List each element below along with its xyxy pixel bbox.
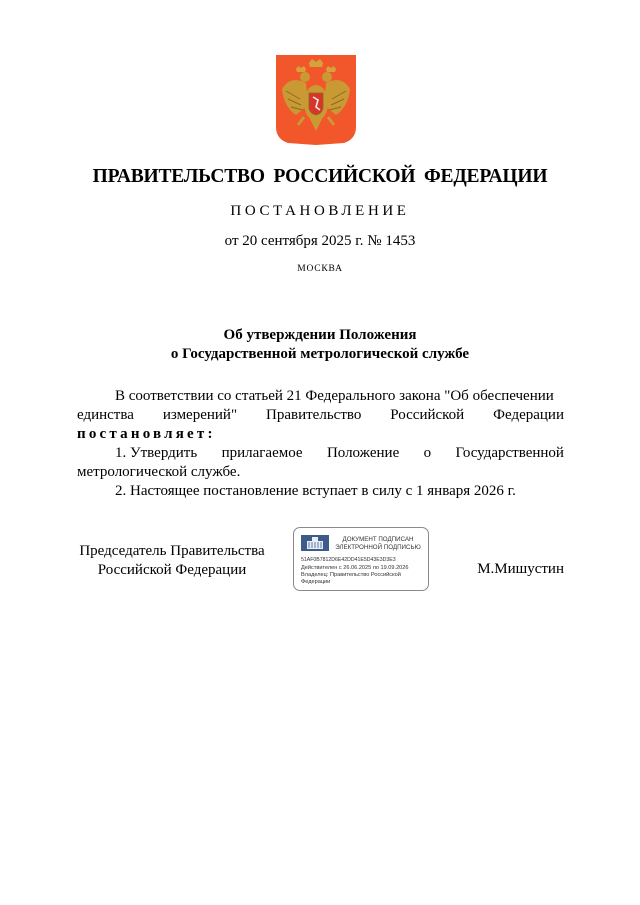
document-body xyxy=(77,387,564,501)
paragraph-1-line-1: В соответствии со статьей 21 Федерального закона "Об обеспечении xyxy=(115,388,554,404)
position-line-1: Председатель Правительства xyxy=(79,543,265,559)
word: Правительство xyxy=(266,407,362,423)
document-date-number: от 20 сентября 2025 г. № 1453 xyxy=(224,233,416,249)
stamp-title xyxy=(328,536,428,552)
word: Положение xyxy=(326,445,400,461)
stamp-title-line-1: ДОКУМЕНТ ПОДПИСАН xyxy=(342,536,414,543)
word: Государственной xyxy=(455,445,564,461)
stamp-title-line-2: ЭЛЕКТРОННОЙ ПОДПИСЬЮ xyxy=(335,544,421,551)
owner-line-1: Владелец: Правительство Российской xyxy=(301,572,401,578)
owner-line-2: Федерации xyxy=(301,579,331,585)
resolution-word: постановляет: xyxy=(77,426,216,442)
document-subject xyxy=(0,326,640,364)
signatory-position xyxy=(77,542,267,580)
word: Федерации xyxy=(493,407,564,423)
electronic-signature-stamp xyxy=(293,527,429,591)
word: 1. Утвердить xyxy=(115,445,198,461)
government-building-icon xyxy=(301,535,329,551)
paragraph-2-line-2: метрологической службе. xyxy=(77,464,241,480)
word: единства xyxy=(77,407,134,423)
subject-line-2: о Государственной метрологической службе xyxy=(170,346,470,362)
paragraph-2-line-1 xyxy=(77,444,564,463)
document-type: ПОСТАНОВЛЕНИЕ xyxy=(230,203,410,219)
city: МОСКВА xyxy=(297,264,343,274)
word: прилагаемое xyxy=(221,445,303,461)
word: измерений" xyxy=(162,407,238,423)
signatory-name: М.Мишустин xyxy=(477,561,564,577)
certificate-owner xyxy=(301,572,425,586)
russian-coat-of-arms-icon xyxy=(276,55,356,145)
word: о xyxy=(423,445,432,461)
validity-period: Действителен с 26.06.2025 по 19.09.2026 xyxy=(301,565,409,571)
paragraph-3: 2. Настоящее постановление вступает в силу с 1 января 2026 г. xyxy=(115,483,516,499)
word: Российской xyxy=(390,407,465,423)
certificate-number: 51AF0B7812D6E42DD41E5D43E3D3E3 xyxy=(301,557,396,563)
subject-line-1: Об утверждении Положения xyxy=(223,327,417,343)
paragraph-1-line-2 xyxy=(77,406,564,425)
position-line-2: Российской Федерации xyxy=(97,562,247,578)
government-title: ПРАВИТЕЛЬСТВО РОССИЙСКОЙ ФЕДЕРАЦИИ xyxy=(92,166,548,187)
